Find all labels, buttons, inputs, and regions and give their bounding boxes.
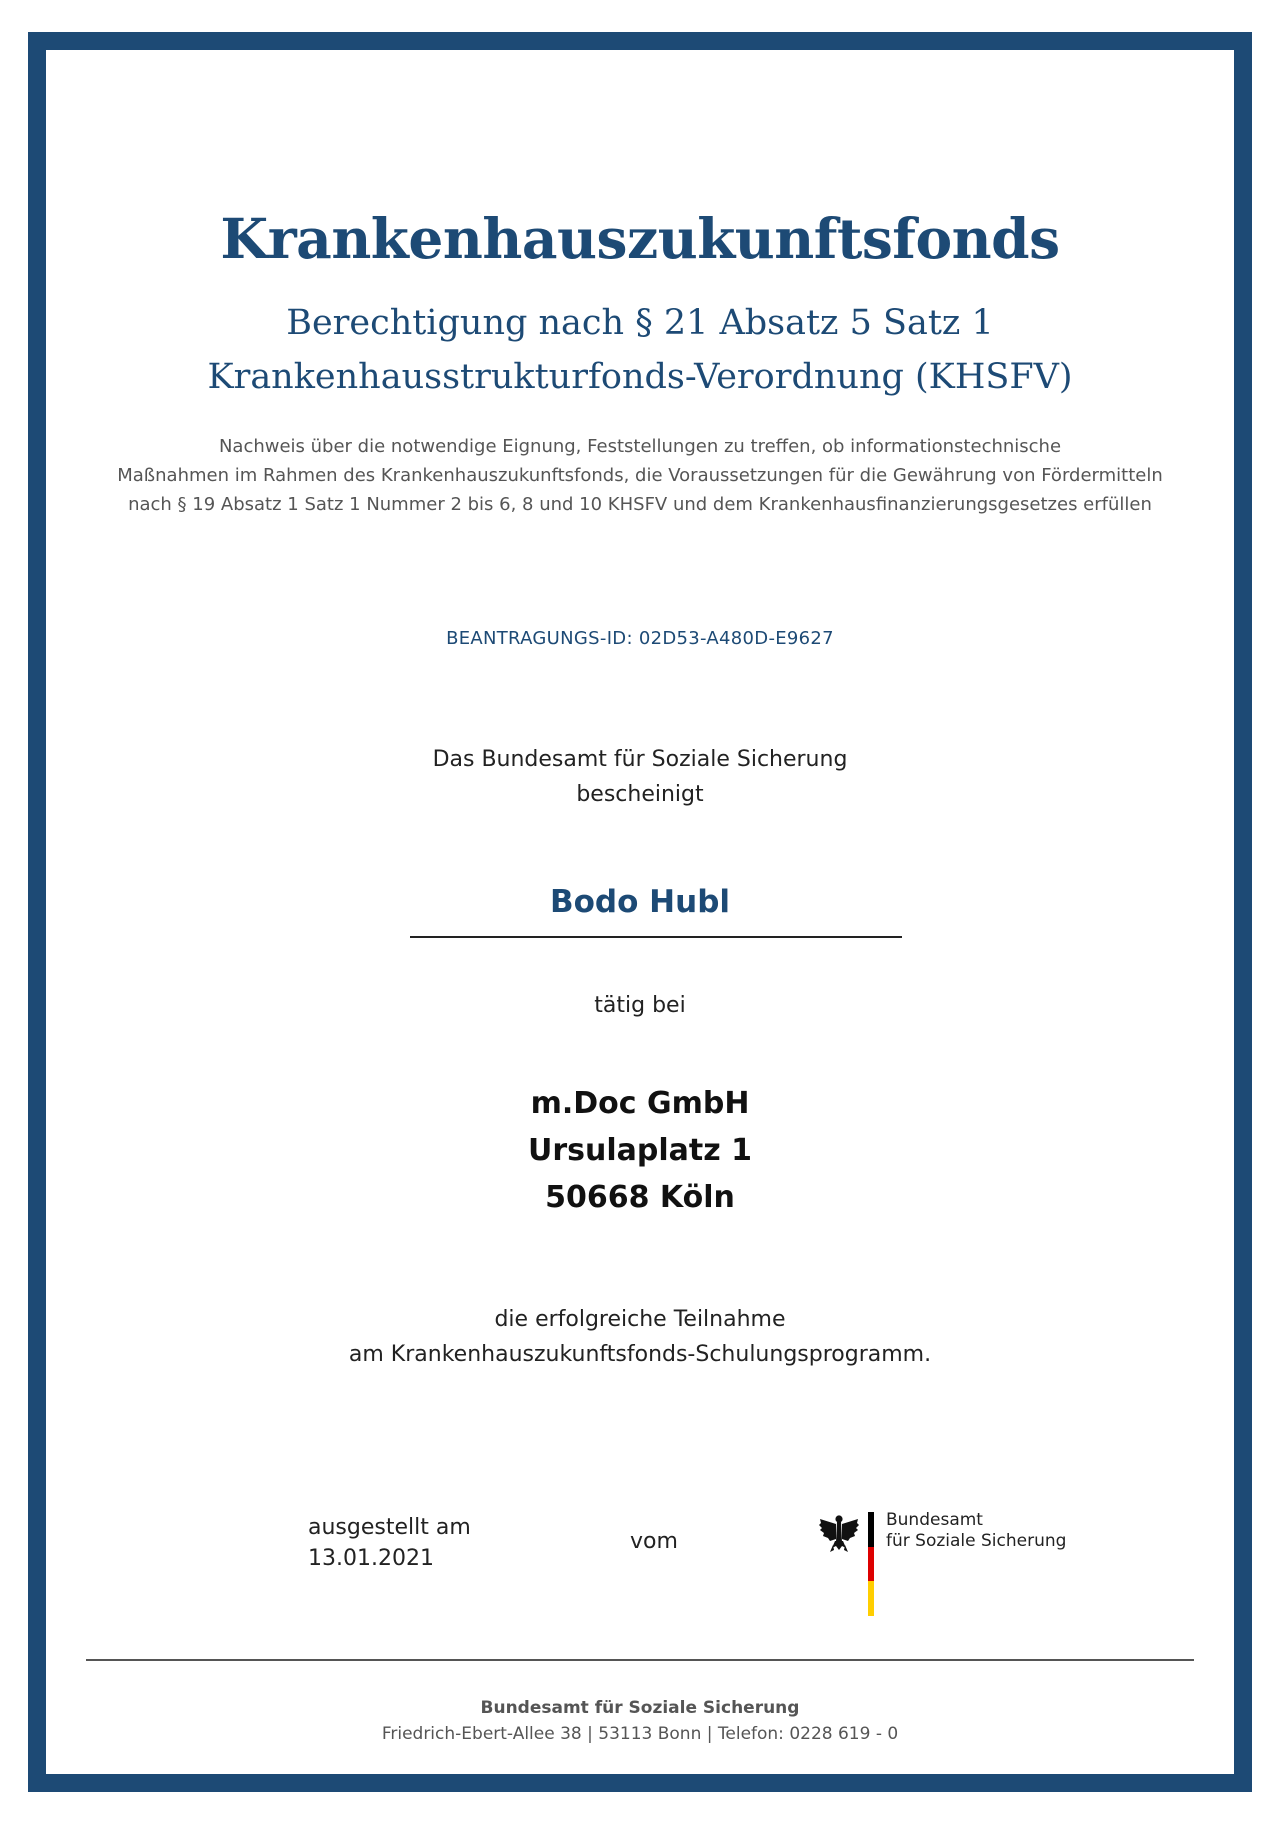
certificate-title: Krankenhauszukunftsfonds xyxy=(220,206,1060,271)
result-statement xyxy=(46,1302,1234,1372)
logo-text-line: Bundesamt xyxy=(886,1510,983,1530)
footer-divider xyxy=(86,1659,1194,1661)
person-name: Bodo Hubl xyxy=(549,884,731,920)
name-underline xyxy=(410,936,902,938)
issued-date: 13.01.2021 xyxy=(308,1546,434,1571)
employed-at-label: tätig bei xyxy=(594,993,686,1018)
subtitle-line: Krankenhausstrukturfonds-Verordnung (KHSFV) xyxy=(207,357,1073,397)
issuer-logo xyxy=(818,1512,1068,1618)
subtitle-line: Berechtigung nach § 21 Absatz 5 Satz 1 xyxy=(286,303,994,343)
federal-eagle-icon xyxy=(818,1512,860,1554)
organization-line: 50668 Köln xyxy=(545,1180,735,1215)
certificate-intro xyxy=(46,432,1234,519)
application-id: BEANTRAGUNGS-ID: 02D53-A480D-E9627 xyxy=(446,628,834,649)
issued-block xyxy=(308,1512,471,1574)
flag-black xyxy=(868,1512,874,1547)
flag-red xyxy=(868,1547,874,1582)
organization-address xyxy=(46,1080,1234,1221)
intro-line: nach § 19 Absatz 1 Satz 1 Nummer 2 bis 6, 8 und 10 KHSFV und dem Krankenhausfinanzierungsgesetzes erfüllen xyxy=(128,494,1152,515)
flag-gold xyxy=(868,1581,874,1616)
intro-line: Maßnahmen im Rahmen des Krankenhauszukunftsfonds, die Voraussetzungen für die Gewährung von Fördermitteln xyxy=(117,465,1163,486)
certificate-subtitle xyxy=(46,296,1234,404)
certifier-line: Das Bundesamt für Soziale Sicherung xyxy=(432,747,848,772)
intro-line: Nachweis über die notwendige Eignung, Feststellungen zu treffen, ob informationstechnische xyxy=(218,436,1062,457)
result-line: am Krankenhauszukunftsfonds-Schulungsprogramm. xyxy=(348,1342,932,1367)
result-line: die erfolgreiche Teilnahme xyxy=(494,1307,786,1332)
organization-line: Ursulaplatz 1 xyxy=(527,1133,753,1168)
logo-text-line: für Soziale Sicherung xyxy=(886,1531,1067,1551)
logo-text xyxy=(886,1510,1066,1552)
flag-stripe xyxy=(868,1512,874,1616)
certifier-line: bescheinigt xyxy=(576,782,704,807)
organization-line: m.Doc GmbH xyxy=(530,1086,750,1121)
footer-address: Friedrich-Ebert-Allee 38 | 53113 Bonn | Telefon: 0228 619 - 0 xyxy=(381,1724,899,1744)
issued-label: ausgestellt am xyxy=(308,1515,471,1540)
footer-organization: Bundesamt für Soziale Sicherung xyxy=(480,1698,800,1718)
from-label: vom xyxy=(630,1529,678,1554)
certifier-statement xyxy=(46,742,1234,812)
